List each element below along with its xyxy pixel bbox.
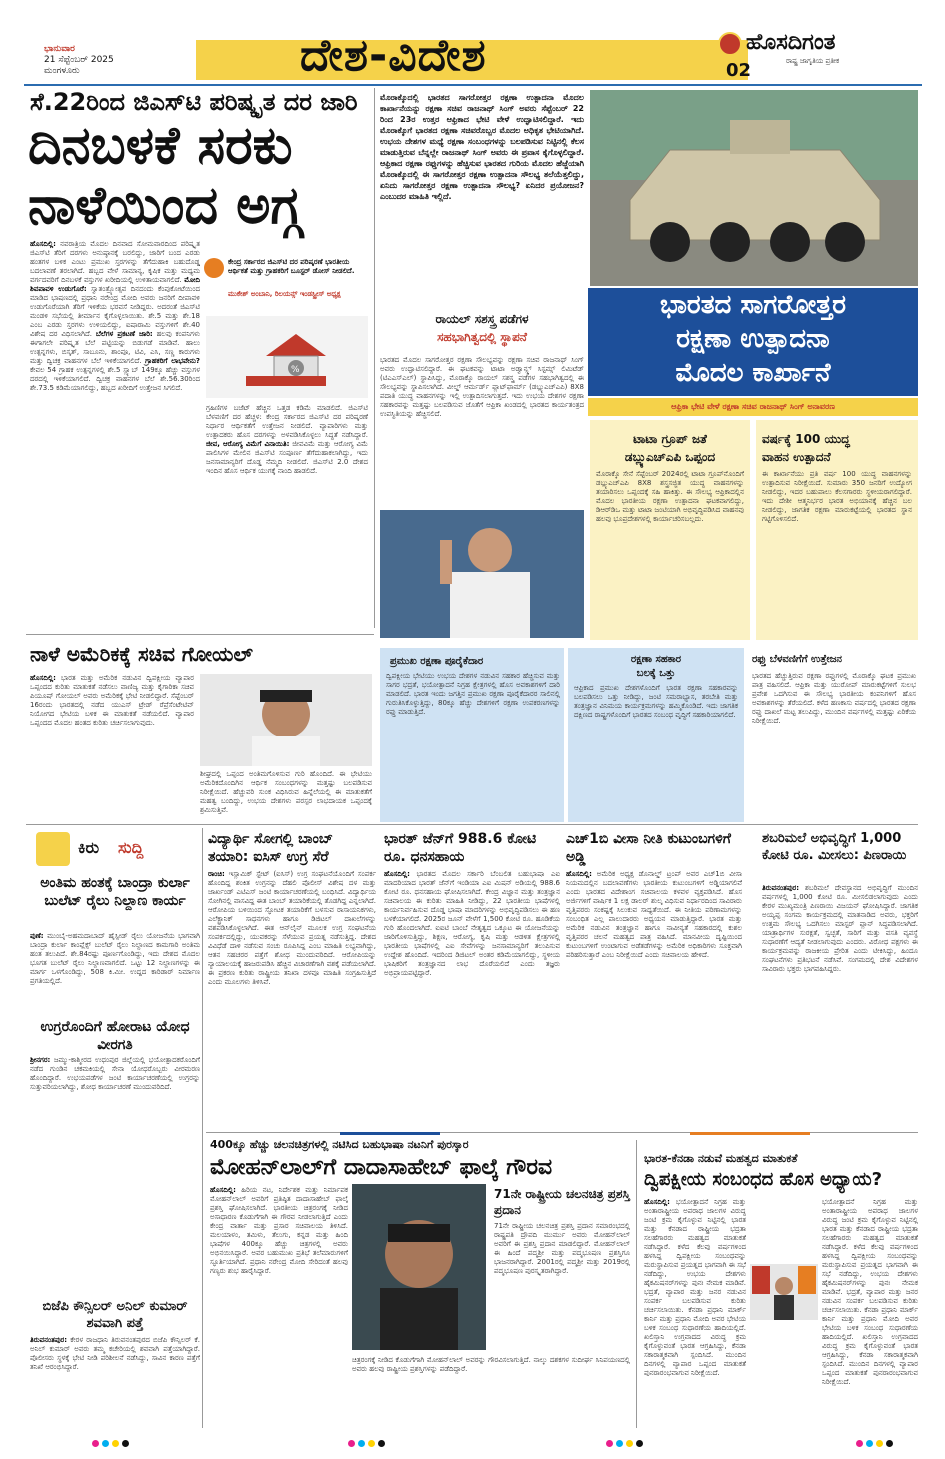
mohanlal-kicker: 400ಕ್ಕೂ ಹೆಚ್ಚು ಚಲನಚಿತ್ರಗಳಲ್ಲಿ ನಟಿಸಿದ ಬಹುಭಾಷಾ ನಟನಿಗೆ ಪುರಸ್ಕಾರ <box>210 1138 469 1151</box>
brand-tagline: ರಾಷ್ಟ್ರ ಜಾಗೃತಿಯ ಪ್ರತೀಕ <box>786 57 840 65</box>
goyal-top-rule <box>26 634 374 635</box>
war-hd-1: ವರ್ಷಕ್ಕೆ 100 ಯುದ್ಧ <box>762 432 850 446</box>
kiru-body-1 <box>30 932 200 1014</box>
kiru-dl-3: ತಿರುವನಂತಪುರ: <box>30 1336 68 1344</box>
gst-quote-author: ಮುಕೇಶ್ ಅಂಬಾನಿ, ರಿಲಯನ್ಸ್ ಇಂಡಸ್ಟ್ರೀಸ್ ಅಧ್ಯಕ್ಷ <box>228 290 341 298</box>
gst-quote-box <box>204 258 368 314</box>
canada-text: ಭಯೋತ್ಪಾದನೆ ನಿಗ್ರಹ ಮತ್ತು ಅಂತಾರಾಷ್ಟ್ರೀಯ ಅಪರಾಧ ಜಾಲಗಳ ವಿರುದ್ಧ ಜಂಟಿ ಕ್ರಮ ಕೈಗೊಳ್ಳುವ ನಿಟ್ಟಿನಲ್ಲಿ ಭಾರತ ಮತ್ತು ಕೆನಡಾದ ರಾಷ್ಟ್ರೀಯ ಭದ್ರತಾ ಸಲಹೆಗಾರರು ಮಹತ್ವದ ಮಾತುಕತೆ ನಡೆಸಿದ್ದಾರೆ. ಕಳೆದ ಕೆಲವು ವರ್ಷಗಳಿಂದ ಹಳಸಿದ್ದ ದ್ವಿಪಕ್ಷೀಯ ಸಂಬಂಧವನ್ನು ಮರುಸ್ಥಾಪಿಸುವ ಪ್ರಯತ್ನದ ಭಾಗವಾಗಿ ಈ ಸಭೆ ನಡೆದಿದ್ದು, ಉಭಯ ದೇಶಗಳು ಹೈಕಮಿಷನರ್‌ಗಳನ್ನು ಪುನಃ ನೇಮಕ ಮಾಡಿವೆ. ಭದ್ರತೆ, ವ್ಯಾಪಾರ ಮತ್ತು ಜನರ ನಡುವಿನ ಸಂಪರ್ಕ ಬಲಪಡಿಸುವ ಕುರಿತು ಚರ್ಚಿಸಲಾಯಿತು. ಕೆನಡಾ ಪ್ರಧಾನಿ ಮಾರ್ಕ್ ಕಾರ್ನಿ ಮತ್ತು ಪ್ರಧಾನಿ ಮೋದಿ ಅವರ ಭೇಟಿಯ ಬಳಿಕ ಸಂಬಂಧ ಸುಧಾರಣೆಯ ಹಾದಿಯಲ್ಲಿದೆ. ಖಲಿಸ್ತಾನಿ ಉಗ್ರವಾದದ ವಿರುದ್ಧ ಕ್ರಮ ಕೈಗೊಳ್ಳುವಂತೆ ಭಾರತ ಆಗ್ರಹಿಸಿದ್ದು, ಕೆನಡಾ ಸಕಾರಾತ್ಮಕವಾಗಿ ಸ್ಪಂದಿಸಿದೆ. ಮುಂದಿನ ದಿನಗಳಲ್ಲಿ ವ್ಯಾಪಾರ ಒಪ್ಪಂದ ಮಾತುಕತೆ ಪುನರಾರಂಭವಾಗುವ ನಿರೀಕ್ಷೆಯಿದೆ. <box>644 1198 746 1377</box>
section-title: ದೇಶ-ವಿದೇಶ <box>300 30 487 81</box>
gst-kicker: ಸೆ.22ರಿಂದ ಜಿಎಸ್‌ಟಿ ಪರಿಷ್ಕೃತ ದರ ಜಾರಿ <box>30 88 358 116</box>
kiru-dl-2: ಶ್ರೀನಗರ: <box>30 1056 51 1064</box>
gst-body-right <box>206 404 368 620</box>
h1b-headline: ಎಚ್1ಬಿ ವೀಸಾ ನೀತಿ ಕುಟುಂಬಗಳಿಗೆ ಅಡ್ಡಿ <box>566 831 731 865</box>
rs-hd-1: ರಕ್ಷಣಾ ಸಹಕಾರ <box>630 654 682 665</box>
canada-body-right <box>822 1198 918 1426</box>
gst-illustration <box>206 316 368 398</box>
goyal-dateline: ಹೊಸದಿಲ್ಲಿ: <box>30 674 56 682</box>
mohanlal-text: ಹಿರಿಯ ನಟ, ನಿರ್ದೇಶಕ ಮತ್ತು ನಿರ್ಮಾಪಕ ಮೋಹನ್‌ಲಾಲ್ ಅವರಿಗೆ ಪ್ರತಿಷ್ಠಿತ ದಾದಾಸಾಹೇಬ್ ಫಾಲ್ಕೆ ಪ್ರಶಸ್ತಿ ಘೋಷಿಸಲಾಗಿದೆ. ಭಾರತೀಯ ಚಿತ್ರರಂಗಕ್ಕೆ ನೀಡಿದ ಅಸಾಧಾರಣ ಕೊಡುಗೆಗಾಗಿ ಈ ಗೌರವ ನೀಡಲಾಗುತ್ತಿದೆ ಎಂದು ಕೇಂದ್ರ ವಾರ್ತಾ ಮತ್ತು ಪ್ರಸಾರ ಸಚಿವಾಲಯ ತಿಳಿಸಿದೆ. ಮಲಯಾಳಂ, ತಮಿಳು, ತೆಲುಗು, ಕನ್ನಡ ಮತ್ತು ಹಿಂದಿ ಭಾಷೆಗಳ 400ಕ್ಕೂ ಹೆಚ್ಚು ಚಿತ್ರಗಳಲ್ಲಿ ಅವರು ಅಭಿನಯಿಸಿದ್ದಾರೆ. ಅವರ ಬಹುಮುಖ ಪ್ರತಿಭೆ ತಲೆಮಾರುಗಳಿಗೆ ಸ್ಫೂರ್ತಿಯಾಗಿದೆ. ಪ್ರಧಾನಿ ನರೇಂದ್ರ ಮೋದಿ ಸೇರಿದಂತೆ ಹಲವು ಗಣ್ಯರು ಶುಭ ಹಾರೈಸಿದ್ದಾರೆ. <box>210 1186 348 1275</box>
goyal-body-right: ಶೀಘ್ರದಲ್ಲಿ ಒಪ್ಪಂದ ಅಂತಿಮಗೊಳಿಸುವ ಗುರಿ ಹೊಂದಿದೆ. ಈ ಭೇಟಿಯು ಅಮೆರಿಕದೊಂದಿಗಿನ ಆರ್ಥಿಕ ಸಂಬಂಧಗಳನ್ನು ಮತ್ತಷ್ಟು ಬಲಪಡಿಸುವ ನಿರೀಕ್ಷೆಯಿದೆ. ಹೆಚ್ಚುವರಿ ಸುಂಕ ವಿಧಿಸಿರುವ ಹಿನ್ನೆಲೆಯಲ್ಲಿ ಈ ಮಾತುಕತೆಗೆ ಮಹತ್ವ ಬಂದಿದ್ದು, ಉಭಯ ದೇಶಗಳು ಪರಸ್ಪರ ಲಾಭದಾಯಕ ಒಪ್ಪಂದಕ್ಕೆ ಶ್ರಮಿಸುತ್ತಿವೆ. <box>200 770 372 814</box>
kiru-logo <box>30 828 200 870</box>
sabari-body <box>762 884 918 1116</box>
isis-text: ಇಸ್ಲಾಮಿಕ್ ಸ್ಟೇಟ್ (ಐಸಿಸ್) ಉಗ್ರ ಸಂಘಟನೆಯೊಂದಿಗೆ ಸಂಪರ್ಕ ಹೊಂದಿದ್ದ ಶಂಕಿತ ಉಗ್ರನನ್ನು ದೆಹಲಿ ಪೊಲೀಸ್ ವಿಶೇಷ ದಳ ಮತ್ತು ಜಾರ್ಖಂಡ್ ಎಟಿಎಸ್ ಜಂಟಿ ಕಾರ್ಯಾಚರಣೆಯಲ್ಲಿ ಬಂಧಿಸಿದೆ. ವಿದ್ಯಾರ್ಥಿಯ ಸೋಗಿನಲ್ಲಿ ವಾಸವಿದ್ದ ಈತ ಬಾಂಬ್ ತಯಾರಿಕೆಯಲ್ಲಿ ತೊಡಗಿದ್ದ ಎನ್ನಲಾಗಿದೆ. ಆರೋಪಿಯ ಬಳಿಯಿಂದ ಸ್ಫೋಟಕ ತಯಾರಿಕೆಗೆ ಬಳಸುವ ರಾಸಾಯನಿಕಗಳು, ಎಲೆಕ್ಟ್ರಾನಿಕ್ ಸಾಧನಗಳು ಹಾಗೂ ಡಿಜಿಟಲ್ ದಾಖಲೆಗಳನ್ನು ವಶಪಡಿಸಿಕೊಳ್ಳಲಾಗಿದೆ. ಈತ ಆನ್‌ಲೈನ್ ಮೂಲಕ ಉಗ್ರ ಸಂಘಟನೆಯ ಸಂಪರ್ಕದಲ್ಲಿದ್ದು, ಯುವಕರನ್ನು ಸೆಳೆಯುವ ಪ್ರಯತ್ನ ನಡೆಸುತ್ತಿದ್ದ. ದೇಶದ ವಿವಿಧೆಡೆ ದಾಳಿ ನಡೆಸುವ ಸಂಚು ರೂಪಿಸಿದ್ದ ಎಂಬ ಮಾಹಿತಿ ಲಭ್ಯವಾಗಿದ್ದು, ಆತನ ಸಹಚರರ ಪತ್ತೆಗೆ ಶೋಧ ಮುಂದುವರಿದಿದೆ. ಆರೋಪಿಯನ್ನು ನ್ಯಾಯಾಲಯಕ್ಕೆ ಹಾಜರುಪಡಿಸಿ ಹೆಚ್ಚಿನ ವಿಚಾರಣೆಗಾಗಿ ವಶಕ್ಕೆ ಪಡೆಯಲಾಗಿದೆ. ಈ ಪ್ರಕರಣ ಕುರಿತು ರಾಷ್ಟ್ರೀಯ ತನಿಖಾ ದಳವೂ ಮಾಹಿತಿ ಸಂಗ್ರಹಿಸುತ್ತಿದೆ ಎಂದು ಮೂಲಗಳು ತಿಳಿಸಿವೆ. <box>208 870 376 986</box>
lower-rule <box>206 1132 918 1133</box>
masthead-day: ಭಾನುವಾರ <box>44 44 75 54</box>
sabari-dateline: ತಿರುವನಂತಪುರ: <box>762 884 800 892</box>
gst-body-2: ಸ್ವಾತಂತ್ರ್ಯೋತ್ಸವ ದಿನದಂದು ಕೆಂಪುಕೋಟೆಯಿಂದ ಮಾಡಿದ ಭಾಷಣದಲ್ಲಿ ಪ್ರಧಾನಿ ನರೇಂದ್ರ ಮೋದಿ ಅವರು ಜನರಿಗೆ ದೀಪಾವಳಿ ಉಡುಗೊರೆಯಾಗಿ ತೆರಿಗೆ ಇಳಿಕೆಯ ಭರವಸೆ ನೀಡಿದ್ದರು. ಅದರಂತೆ ಜಿಎಸ್‌ಟಿ ಮಂಡಳಿ ಸಭೆಯಲ್ಲಿ ತೀರ್ಮಾನ ಕೈಗೊಳ್ಳಲಾಯಿತು. ಶೇ.5 ಮತ್ತು ಶೇ.18 ಎಂಬ ಎರಡು ಸ್ತರಗಳು ಉಳಿಯಲಿದ್ದು, ಐಷಾರಾಮಿ ವಸ್ತುಗಳಿಗೆ ಶೇ.40 ವಿಶೇಷ ದರ ವಿಧಿಸಲಾಗಿದೆ. <box>30 285 200 338</box>
h1b-body <box>566 870 742 1116</box>
canada-dateline: ಹೊಸದಿಲ್ಲಿ: <box>644 1198 670 1206</box>
mid-rule <box>26 824 918 825</box>
masthead-date: 21 ಸೆಪ್ಟೆಂಬರ್ 2025 <box>44 55 114 65</box>
mohanlal-photo <box>352 1184 486 1350</box>
war-box <box>756 420 918 640</box>
masthead-date-block <box>44 44 164 77</box>
defence-banner <box>588 288 918 396</box>
hand-icon <box>36 832 70 866</box>
tata-body: ಮೊರಾಕ್ಕೊ ಸೇನೆ ಸೆಪ್ಟೆಂಬರ್ 2024ರಲ್ಲಿ ಟಾಟಾ ಗ್ರೂಪ್‌ನೊಂದಿಗೆ ಡಬ್ಲ್ಯುಎಚ್‌ಎಪಿ 8X8 ಶಸ್ತ್ರಸಜ್ಜಿತ ಯುದ್ಧ ವಾಹನಗಳನ್ನು ತಯಾರಿಸಲು ಒಪ್ಪಂದಕ್ಕೆ ಸಹಿ ಹಾಕಿತ್ತು. ಈ ಸೌಲಭ್ಯ ಆಫ್ರಿಕಾದಲ್ಲಿನ ಮೊದಲ ಭಾರತೀಯ ರಕ್ಷಣಾ ಉತ್ಪಾದನಾ ಘಟಕವಾಗಲಿದ್ದು, ಡಿಆರ್‌ಡಿಒ ಮತ್ತು ಟಾಟಾ ಜಂಟಿಯಾಗಿ ಅಭಿವೃದ್ಧಿಪಡಿಸಿದ ವಾಹನವು ಹಲವು ಭೂಪ್ರದೇಶಗಳಲ್ಲಿ ಕಾರ್ಯಾಚರಿಸಬಲ್ಲದು. <box>596 470 744 523</box>
pp-hd: ಪ್ರಮುಖ ರಕ್ಷಣಾ ಪೂರೈಕೆದಾರ <box>390 656 484 667</box>
bharat-headline: ಭಾರತ್ ಜೆನ್‌ಗೆ 988.6 ಕೋಟಿ ರೂ. ಧನಸಹಾಯ <box>384 831 537 865</box>
kiru-logo-b: ಸುದ್ದಿ <box>118 838 144 857</box>
kiru-hd-3: ಬಿಜೆಪಿ ಕೌನ್ಸಿಲರ್ ಅನಿಲ್ ಕುಮಾರ್ ಶವವಾಗಿ ಪತ್ತೆ <box>42 1299 188 1331</box>
h1b-text: ಅಮೆರಿಕ ಅಧ್ಯಕ್ಷ ಡೊನಾಲ್ಡ್ ಟ್ರಂಪ್ ಅವರ ಎಚ್1ಬಿ ವೀಸಾ ನಿಯಮದಲ್ಲಿನ ಬದಲಾವಣೆಗಳು ಭಾರತೀಯ ಕುಟುಂಬಗಳಿಗೆ ಅಡ್ಡಿಯಾಗಲಿವೆ ಎಂದು ಭಾರತದ ವಿದೇಶಾಂಗ ಸಚಿವಾಲಯ ಕಳವಳ ವ್ಯಕ್ತಪಡಿಸಿದೆ. ಹೊಸ ಅರ್ಜಿಗಳಿಗೆ ವಾರ್ಷಿಕ 1 ಲಕ್ಷ ಡಾಲರ್ ಶುಲ್ಕ ವಿಧಿಸುವ ನಿರ್ಧಾರದಿಂದ ಸಾವಿರಾರು ವೃತ್ತಿಪರರು ಸಂಕಷ್ಟಕ್ಕೆ ಸಿಲುಕುವ ಸಾಧ್ಯತೆಯಿದೆ. ಈ ನೀತಿಯ ಪರಿಣಾಮಗಳನ್ನು ಸಂಬಂಧಿತ ಎಲ್ಲ ಪಾಲುದಾರರು ಅಧ್ಯಯನ ಮಾಡುತ್ತಿದ್ದಾರೆ. ಭಾರತ ಮತ್ತು ಅಮೆರಿಕ ನಡುವಿನ ತಂತ್ರಜ್ಞಾನ ಹಾಗೂ ನಾವೀನ್ಯತೆ ಸಹಕಾರದಲ್ಲಿ ಕುಶಲ ವೃತ್ತಿಪರರ ಚಲನೆ ಮಹತ್ವದ ಪಾತ್ರ ವಹಿಸಿದೆ. ಮಾನವೀಯ ದೃಷ್ಟಿಯಿಂದ ಕುಟುಂಬಗಳಿಗೆ ಉಂಟಾಗುವ ಅಡೆತಡೆಗಳನ್ನು ಅಮೆರಿಕ ಅಧಿಕಾರಿಗಳು ಸೂಕ್ತವಾಗಿ ಪರಿಹರಿಸುತ್ತಾರೆ ಎಂಬ ನಿರೀಕ್ಷೆಯಿದೆ ಎಂದು ಸಚಿವಾಲಯ ಹೇಳಿದೆ. <box>566 870 742 959</box>
kiru-body-2 <box>30 1056 200 1146</box>
registration-dots-mid <box>606 1440 643 1447</box>
bharat-body <box>384 870 560 1116</box>
quote-mark-icon <box>204 258 224 278</box>
rajnath-photo <box>380 510 584 638</box>
banner-line-2: ರಕ್ಷಣಾ ಉತ್ಪಾದನಾ <box>676 324 830 354</box>
gst-dateline: ಹೊಸದಿಲ್ಲಿ: <box>30 240 56 248</box>
goyal-body-left <box>30 674 194 816</box>
goyal-photo <box>200 674 372 766</box>
armoured-vehicle-photo <box>590 90 918 286</box>
royal-body: ಭಾರತದ ಮೊದಲ ಸಾಗರೋತ್ತರ ರಕ್ಷಣಾ ಸೌಲಭ್ಯವನ್ನು ರಕ್ಷಣಾ ಸಚಿವ ರಾಜನಾಥ್ ಸಿಂಗ್ ಅವರು ಉದ್ಘಾಟಿಸಲಿದ್ದಾರೆ. ಈ ಘಟಕವನ್ನು ಟಾಟಾ ಅಡ್ವಾನ್ಸ್ಡ್ ಸಿಸ್ಟಮ್ಸ್ ಲಿಮಿಟೆಡ್ (ಟಿಎಎಸ್‌ಎಲ್) ಸ್ಥಾಪಿಸಿದ್ದು, ಮೊರಾಕ್ಕೊ ರಾಯಲ್ ಸಶಸ್ತ್ರ ಪಡೆಗಳ ಸಹಭಾಗಿತ್ವದಲ್ಲಿ ಈ ಸೌಲಭ್ಯವನ್ನು ಸ್ಥಾಪಿಸಲಾಗಿದೆ. ವೀಲ್ಡ್ ಆರ್ಮರ್ಡ್ ಪ್ಲಾಟ್‌ಫಾರ್ಮ್ (ಡಬ್ಲ್ಯುಎಚ್‌ಎಪಿ) 8X8 ಪದಾತಿ ಯುದ್ಧ ವಾಹನಗಳನ್ನು ಇಲ್ಲಿ ಉತ್ಪಾದಿಸಲಾಗುತ್ತದೆ. ಇದು ಉಭಯ ದೇಶಗಳ ರಕ್ಷಣಾ ಸಹಕಾರವನ್ನು ಮತ್ತಷ್ಟು ಬಲಪಡಿಸುವ ಜೊತೆಗೆ ಆಫ್ರಿಕಾ ಖಂಡದಲ್ಲಿ ಭಾರತದ ಕಾರ್ಯತಂತ್ರದ ಉಪಸ್ಥಿತಿಯನ್ನು ಹೆಚ್ಚಿಸಲಿದೆ. <box>380 356 584 418</box>
rs-body: ಆಫ್ರಿಕಾದ ಪ್ರಮುಖ ದೇಶಗಳೊಂದಿಗೆ ಭಾರತ ರಕ್ಷಣಾ ಸಹಕಾರವನ್ನು ಬಲಪಡಿಸಲು ಒತ್ತು ನೀಡಿದ್ದು, ಜಂಟಿ ಸಮರಾಭ್ಯಾಸ, ತರಬೇತಿ ಮತ್ತು ತಂತ್ರಜ್ಞಾನ ವಿನಿಮಯ ಕಾರ್ಯಕ್ರಮಗಳನ್ನು ಹಮ್ಮಿಕೊಂಡಿದೆ. ಇದು ಜಾಗತಿಕ ದಕ್ಷಿಣದ ರಾಷ್ಟ್ರಗಳೊಂದಿಗೆ ಭಾರತದ ಸಂಬಂಧ ವೃದ್ಧಿಗೆ ಸಹಕಾರಿಯಾಗಲಿದೆ. <box>574 684 738 719</box>
kiru-hd-2: ಉಗ್ರರೊಂದಿಗೆ ಹೋರಾಟ ಯೋಧ ವೀರಗತಿ <box>40 1019 190 1053</box>
kiru-text-3: ಕೇರಳ ರಾಜಧಾನಿ ತಿರುವನಂತಪುರದ ಬಿಜೆಪಿ ಕೌನ್ಸಿಲರ್ ಕೆ. ಅನಿಲ್ ಕುಮಾರ್ ಅವರು ತಮ್ಮ ಕಚೇರಿಯಲ್ಲಿ ಶವವಾಗಿ ಪತ್ತೆಯಾಗಿದ್ದಾರೆ. ಪೊಲೀಸರು ಸ್ಥಳಕ್ಕೆ ಭೇಟಿ ನೀಡಿ ಪರಿಶೀಲನೆ ನಡೆಸಿದ್ದು, ಸಾವಿನ ಕಾರಣ ಪತ್ತೆಗೆ ತನಿಖೆ ಆರಂಭಿಸಿದ್ದಾರೆ. <box>30 1336 200 1371</box>
gst-headline-2: ನಾಳೆಯಿಂದ ಅಗ್ಗ <box>28 176 302 236</box>
defence-lead <box>380 92 584 308</box>
goyal-body-1: ಭಾರತ ಮತ್ತು ಅಮೆರಿಕ ನಡುವಿನ ದ್ವಿಪಕ್ಷೀಯ ವ್ಯಾಪಾರ ಒಪ್ಪಂದದ ಕುರಿತು ಮಾತುಕತೆ ನಡೆಸಲು ವಾಣಿಜ್ಯ ಮತ್ತು ಕೈಗಾರಿಕಾ ಸಚಿವ ಪಿಯೂಷ್ ಗೋಯಲ್ ಅವರು ಅಮೆರಿಕಕ್ಕೆ ಭೇಟಿ ನೀಡಲಿದ್ದಾರೆ. ಸೆಪ್ಟೆಂಬರ್ 16ರಂದು ಭಾರತದಲ್ಲಿ ನಡೆದ ಯುಎಸ್ ಟ್ರೇಡ್ ರೆಪ್ರೆಸೆಂಟೇಟಿವ್ ನಿಯೋಗದ ಭೇಟಿಯ ಬಳಿಕ ಈ ಮಾತುಕತೆ ನಡೆಯಲಿದೆ. ವ್ಯಾಪಾರ ಒಪ್ಪಂದದ ಮೊದಲ ಹಂತದ ಕುರಿತು ಚರ್ಚಿಸಲಾಗುವುದು. <box>30 674 194 727</box>
canada-kicker: ಭಾರತ-ಕೆನಡಾ ನಡುವೆ ಮಹತ್ವದ ಮಾತುಕತೆ <box>644 1152 798 1165</box>
rb-box <box>748 648 918 822</box>
h1b-dateline: ಹೊಸದಿಲ್ಲಿ: <box>566 870 592 878</box>
isis-body <box>208 870 376 1116</box>
rs-hd-2: ಬಲಕ್ಕೆ ಒತ್ತು <box>636 668 676 679</box>
gst-headline-1: ದಿನಬಳಕೆ ಸರಕು <box>28 116 293 176</box>
pp-body: ದ್ವಿಪಕ್ಷೀಯ ಭೇಟಿಯು ಉಭಯ ದೇಶಗಳ ನಡುವಿನ ಸಹಕಾರ ಹೆಚ್ಚಿಸುವ ಮತ್ತು ಸಾಗರ ಭದ್ರತೆ, ಭಯೋತ್ಪಾದನೆ ನಿಗ್ರಹ ಕ್ಷೇತ್ರಗಳಲ್ಲಿ ಹೊಸ ಅವಕಾಶಗಳಿಗೆ ದಾರಿ ಮಾಡಲಿದೆ. ಭಾರತ ಇಂದು ಜಗತ್ತಿನ ಪ್ರಮುಖ ರಕ್ಷಣಾ ಪೂರೈಕೆದಾರರ ಸಾಲಿನಲ್ಲಿ ಗುರುತಿಸಿಕೊಳ್ಳುತ್ತಿದ್ದು, 80ಕ್ಕೂ ಹೆಚ್ಚು ದೇಶಗಳಿಗೆ ರಕ್ಷಣಾ ಉಪಕರಣಗಳನ್ನು ರಫ್ತು ಮಾಡುತ್ತಿದೆ. <box>386 672 560 716</box>
brand-block <box>716 30 906 81</box>
kiru-hd-1: ಅಂತಿಮ ಹಂತಕ್ಕೆ ಬಾಂದ್ರಾ ಕುರ್ಲಾ ಬುಲೆಟ್ ರೈಲು ನಿಲ್ದಾಣ ಕಾರ್ಯ <box>40 875 190 909</box>
tata-hd-2: ಡಬ್ಲ್ಯುಎಚ್‌ಎಪಿ ಒಪ್ಪಂದ <box>624 450 716 464</box>
canada-body-left <box>644 1198 746 1426</box>
gst-body-3: ಹಲವು ಕಂಪನಿಗಳು ಈಗಾಗಲೇ ಪರಿಷ್ಕೃತ ಬೆಲೆ ಪಟ್ಟಿಯನ್ನು ಬಿಡುಗಡೆ ಮಾಡಿವೆ. ಹಾಲು ಉತ್ಪನ್ನಗಳು, ಬಿಸ್ಕತ್, ಸಾಬೂನು, ಶಾಂಪೂ, ಟಿವಿ, ಎಸಿ, ಸಣ್ಣ ಕಾರುಗಳು ಮತ್ತು ದ್ವಿಚಕ್ರ ವಾಹನಗಳ ಬೆಲೆ ಇಳಿಕೆಯಾಗಲಿದೆ. <box>30 330 200 365</box>
sabari-headline: ಶಬರಿಮಲೆ ಅಭಿವೃದ್ಧಿಗೆ 1,000 ಕೋಟಿ ರೂ. ಮೀಸಲು: ಪಿಣರಾಯಿ <box>762 831 907 863</box>
gst-quote: ಕೇಂದ್ರ ಸರ್ಕಾರದ ಜಿಎಸ್‌ಟಿ ದರ ಪರಿಷ್ಕರಣೆ ಭಾರತೀಯ ಆರ್ಥಿಕತೆ ಮತ್ತು ಗ್ರಾಹಕರಿಗೆ ಬೂಸ್ಟರ್ ಡೋಸ್ ನೀಡಲಿದೆ. <box>228 258 355 275</box>
royal-hd-2: ಸಹಭಾಗಿತ್ವದಲ್ಲಿ ಸ್ಥಾಪನೆ <box>437 330 527 344</box>
mohanlal-award-hd: 71ನೇ ರಾಷ್ಟ್ರೀಯ ಚಲನಚಿತ್ರ ಪ್ರಶಸ್ತಿ ಪ್ರದಾನ <box>494 1187 630 1217</box>
kiru-text-2: ಜಮ್ಮು-ಕಾಶ್ಮೀರದ ಉಧಂಪುರ ಜಿಲ್ಲೆಯಲ್ಲಿ ಭಯೋತ್ಪಾದಕರೊಂದಿಗೆ ನಡೆದ ಗುಂಡಿನ ಚಕಮಕಿಯಲ್ಲಿ ಸೇನಾ ಯೋಧರೊಬ್ಬರು ವೀರಮರಣ ಹೊಂದಿದ್ದಾರೆ. ಉಭಯಪಡೆಗಳ ಜಂಟಿ ಕಾರ್ಯಾಚರಣೆಯಲ್ಲಿ ಉಗ್ರರನ್ನು ಸುತ್ತುವರಿಯಲಾಗಿದ್ದು, ಶೋಧ ಕಾರ್ಯಾಚರಣೆ ಮುಂದುವರಿದಿದೆ. <box>30 1056 200 1091</box>
mohanlal-award-body: 71ನೇ ರಾಷ್ಟ್ರೀಯ ಚಲನಚಿತ್ರ ಪ್ರಶಸ್ತಿ ಪ್ರದಾನ ಸಮಾರಂಭದಲ್ಲಿ ರಾಷ್ಟ್ರಪತಿ ದ್ರೌಪದಿ ಮುರ್ಮು ಅವರು ಮೋಹನ್‌ಲಾಲ್ ಅವರಿಗೆ ಈ ಪ್ರಶಸ್ತಿ ಪ್ರದಾನ ಮಾಡಲಿದ್ದಾರೆ. ಮೋಹನ್‌ಲಾಲ್ ಈ ಹಿಂದೆ ಪದ್ಮಶ್ರೀ ಮತ್ತು ಪದ್ಮಭೂಷಣ ಪ್ರಶಸ್ತಿಗೂ ಭಾಜನರಾಗಿದ್ದಾರೆ. 2001ರಲ್ಲಿ ಪದ್ಮಶ್ರೀ ಮತ್ತು 2019ರಲ್ಲಿ ಪದ್ಮಭೂಷಣ ಪುರಸ್ಕೃತರಾಗಿದ್ದಾರೆ. <box>494 1222 630 1275</box>
isis-dateline: ರಾಂಚಿ: <box>208 870 225 878</box>
goyal-headline: ನಾಳೆ ಅಮೆರಿಕಕ್ಕೆ ಸಚಿವ ಗೋಯಲ್ <box>30 642 253 666</box>
defence-lead-body: ಮೊರಾಕ್ಕೊದಲ್ಲಿ ಭಾರತದ ಸಾಗರೋತ್ತರ ರಕ್ಷಣಾ ಉತ್ಪಾದನಾ ಮೊದಲ ಕಾರ್ಖಾನೆಯನ್ನು ರಕ್ಷಣಾ ಸಚಿವ ರಾಜನಾಥ್ ಸಿಂಗ್ ಅವರು ಸೆಪ್ಟೆಂಬರ್ 22 ರಿಂದ 23ರ ಉತ್ತರ ಆಫ್ರಿಕಾದ ಭೇಟಿ ವೇಳೆ ಉದ್ಘಾಟಿಸಲಿದ್ದಾರೆ. ಇದು ಮೊರಾಕ್ಕೊಗೆ ಭಾರತದ ರಕ್ಷಣಾ ಸಚಿವರೊಬ್ಬರ ಮೊದಲ ಅಧಿಕೃತ ಭೇಟಿಯಾಗಿದೆ. ಉಭಯ ದೇಶಗಳ ಮಧ್ಯೆ ರಕ್ಷಣಾ ಸಂಬಂಧಗಳನ್ನು ಬಲಪಡಿಸುವ ನಿಟ್ಟಿನಲ್ಲಿ ಕೆಲಸ ಮಾಡುತ್ತಿರುವ ಬೆನ್ನಲ್ಲೇ ರಾಜನಾಥ್ ಸಿಂಗ್ ಅವರು ಈ ಪ್ರವಾಸ ಕೈಗೊಳ್ಳಲಿದ್ದಾರೆ. ಆಫ್ರಿಕಾದ ರಕ್ಷಣಾ ರಫ್ತುಗಳನ್ನು ಹೆಚ್ಚಿಸುವ ಭಾರತದ ಗುರಿಯ ಮೊದಲ ಹೆಜ್ಜೆಯಾಗಿ ಮೊರಾಕ್ಕೊದಲ್ಲಿ ಈ ಸಾಗರೋತ್ತರ ರಕ್ಷಣಾ ಉತ್ಪಾದನಾ ಸೌಲಭ್ಯ ತಲೆಯೆತ್ತಲಿದ್ದು, ಏನಿದು ಸಾಗರೋತ್ತರ ರಕ್ಷಣಾ ಉತ್ಪಾದನಾ ಸೌಲಭ್ಯ? ಏನಿದರ ಪ್ರಯೋಜನ? ಎಂಬುದರ ಮಾಹಿತಿ ಇಲ್ಲಿದೆ. <box>380 93 584 201</box>
mohanlal-body <box>210 1186 348 1414</box>
gst-sub-1: ಮೋದಿ ಶಿವಪಾವಳಿ ಉಡುಗೊರೆ: <box>30 276 200 293</box>
bharat-dateline: ಹೊಸದಿಲ್ಲಿ: <box>384 870 410 878</box>
mohanlal-caption: ಚಿತ್ರರಂಗಕ್ಕೆ ನೀಡಿದ ಕೊಡುಗೆಗಾಗಿ ಮೋಹನ್‌ಲಾಲ್ ಅವರನ್ನು ಗೌರವಿಸಲಾಗುತ್ತಿದೆ. ನಾಲ್ಕು ದಶಕಗಳ ಸುದೀರ್ಘ ಸಿನಿಪಯಣದಲ್ಲಿ ಅವರು ಹಲವು ರಾಷ್ಟ್ರೀಯ ಪ್ರಶಸ್ತಿಗಳನ್ನು ಪಡೆದಿದ್ದಾರೆ. <box>352 1356 630 1373</box>
canada-column-rule <box>636 1140 637 1428</box>
tata-box <box>590 420 750 640</box>
kiru-text-1: ಮುಂಬೈ-ಅಹಮದಾಬಾದ್ ಹೈಸ್ಪೀಡ್ ರೈಲು ಯೋಜನೆಯ ಭಾಗವಾಗಿ ಬಾಂದ್ರಾ ಕುರ್ಲಾ ಕಾಂಪ್ಲೆಕ್ಸ್ ಬುಲೆಟ್ ರೈಲು ನಿಲ್ದಾಣದ ಕಾಮಗಾರಿ ಅಂತಿಮ ಹಂತ ತಲುಪಿದೆ. ಶೇ.84ರಷ್ಟು ಪೂರ್ಣಗೊಂಡಿದ್ದು, ಇದು ದೇಶದ ಮೊದಲ ಭೂಗತ ಬುಲೆಟ್ ರೈಲು ನಿಲ್ದಾಣವಾಗಲಿದೆ. ಒಟ್ಟು 12 ನಿಲ್ದಾಣಗಳನ್ನು ಈ ಮಾರ್ಗ ಒಳಗೊಂಡಿದ್ದು, 508 ಕಿ.ಮೀ. ಉದ್ದದ ಕಾರಿಡಾರ್ ನಿರ್ಮಾಣ ಪ್ರಗತಿಯಲ್ಲಿದೆ. <box>30 932 200 985</box>
registration-dots-right <box>856 1440 893 1447</box>
canada-text-2: ಭಯೋತ್ಪಾದನೆ ನಿಗ್ರಹ ಮತ್ತು ಅಂತಾರಾಷ್ಟ್ರೀಯ ಅಪರಾಧ ಜಾಲಗಳ ವಿರುದ್ಧ ಜಂಟಿ ಕ್ರಮ ಕೈಗೊಳ್ಳುವ ನಿಟ್ಟಿನಲ್ಲಿ ಭಾರತ ಮತ್ತು ಕೆನಡಾದ ರಾಷ್ಟ್ರೀಯ ಭದ್ರತಾ ಸಲಹೆಗಾರರು ಮಹತ್ವದ ಮಾತುಕತೆ ನಡೆಸಿದ್ದಾರೆ. ಕಳೆದ ಕೆಲವು ವರ್ಷಗಳಿಂದ ಹಳಸಿದ್ದ ದ್ವಿಪಕ್ಷೀಯ ಸಂಬಂಧವನ್ನು ಮರುಸ್ಥಾಪಿಸುವ ಪ್ರಯತ್ನದ ಭಾಗವಾಗಿ ಈ ಸಭೆ ನಡೆದಿದ್ದು, ಉಭಯ ದೇಶಗಳು ಹೈಕಮಿಷನರ್‌ಗಳನ್ನು ಪುನಃ ನೇಮಕ ಮಾಡಿವೆ. ಭದ್ರತೆ, ವ್ಯಾಪಾರ ಮತ್ತು ಜನರ ನಡುವಿನ ಸಂಪರ್ಕ ಬಲಪಡಿಸುವ ಕುರಿತು ಚರ್ಚಿಸಲಾಯಿತು. ಕೆನಡಾ ಪ್ರಧಾನಿ ಮಾರ್ಕ್ ಕಾರ್ನಿ ಮತ್ತು ಪ್ರಧಾನಿ ಮೋದಿ ಅವರ ಭೇಟಿಯ ಬಳಿಕ ಸಂಬಂಧ ಸುಧಾರಣೆಯ ಹಾದಿಯಲ್ಲಿದೆ. ಖಲಿಸ್ತಾನಿ ಉಗ್ರವಾದದ ವಿರುದ್ಧ ಕ್ರಮ ಕೈಗೊಳ್ಳುವಂತೆ ಭಾರತ ಆಗ್ರಹಿಸಿದ್ದು, ಕೆನಡಾ ಸಕಾರಾತ್ಮಕವಾಗಿ ಸ್ಪಂದಿಸಿದೆ. ಮುಂದಿನ ದಿನಗಳಲ್ಲಿ ವ್ಯಾಪಾರ ಒಪ್ಪಂದ ಮಾತುಕತೆ ಪುನರಾರಂಭವಾಗುವ ನಿರೀಕ್ಷೆಯಿದೆ. <box>822 1198 918 1386</box>
gst-sub-3: ಗ್ರಾಹಕರಿಗೆ ಲಾಭವೇನು? <box>145 357 200 365</box>
banner-sub: ಆಫ್ರಿಕಾ ಭೇಟಿ ವೇಳೆ ರಕ್ಷಣಾ ಸಚಿವ ರಾಜನಾಥ್ ಸಿಂಗ್ ಅನಾವರಣ <box>588 398 918 416</box>
royal-box <box>380 310 584 354</box>
kiru-dl-1: ಪುಣೆ: <box>30 932 44 940</box>
gst-body-5: ಗ್ರಹಿಣಿಗಳ ಬಜೆಟ್ ಹೆಚ್ಚಿನ ಒತ್ತಡ ಕಡಿಮೆ ಮಾಡಲಿದೆ. ಜಿಎಸ್‌ಟಿ ಬೆಳವಣಿಗೆ ದರ ಹೆಚ್ಚಳ: ಕೇಂದ್ರ ಸರ್ಕಾರದ ಜಿಎಸ್‌ಟಿ ದರ ಪರಿಷ್ಕರಣೆ ನಿರ್ಧಾರ ಆರ್ಥಿಕತೆಗೆ ಉತ್ತೇಜನ ನೀಡಲಿದೆ. ವ್ಯಾಪಾರಿಗಳು ಮತ್ತು ಉತ್ಪಾದಕರು ಹೊಸ ದರಗಳನ್ನು ಅಳವಡಿಸಿಕೊಳ್ಳಲು ಸಿದ್ಧತೆ ನಡೆಸಿದ್ದಾರೆ. <box>206 404 368 439</box>
canada-headline: ದ್ವಿಪಕ್ಷೀಯ ಸಂಬಂಧದ ಹೊಸ ಅಧ್ಯಾಯ? <box>644 1169 883 1190</box>
gst-sub-2: ಬೆಲೆಗಳ ಪ್ರಕಟಣೆ ಜಾರಿ: <box>95 330 153 338</box>
gst-body-left <box>30 240 200 620</box>
mohanlal-headline: ಮೋಹನ್‌ಲಾಲ್‌ಗೆ ದಾದಾಸಾಹೇಬ್ ಫಾಲ್ಕೆ ಗೌರವ <box>210 1155 553 1180</box>
registration-dots-center <box>348 1440 385 1447</box>
banner-line-3: ಮೊದಲ ಕಾರ್ಖಾನೆ <box>675 358 831 388</box>
sabari-text: ಶಬರಿಮಲೆ ದೇವಸ್ಥಾನದ ಅಭಿವೃದ್ಧಿಗೆ ಮುಂದಿನ ವರ್ಷಗಳಲ್ಲಿ 1,000 ಕೋಟಿ ರೂ. ಮೀಸಲಿಡಲಾಗುವುದು ಎಂದು ಕೇರಳ ಮುಖ್ಯಮಂತ್ರಿ ಪಿಣರಾಯಿ ವಿಜಯನ್ ಘೋಷಿಸಿದ್ದಾರೆ. ಜಾಗತಿಕ ಅಯ್ಯಪ್ಪ ಸಂಗಮ ಕಾರ್ಯಕ್ರಮದಲ್ಲಿ ಮಾತನಾಡಿದ ಅವರು, ಭಕ್ತರಿಗೆ ಉತ್ತಮ ಸೌಲಭ್ಯ ಒದಗಿಸಲು ಮಾಸ್ಟರ್ ಪ್ಲಾನ್ ಸಿದ್ಧಪಡಿಸಲಾಗಿದೆ. ಯಾತ್ರಾರ್ಥಿಗಳ ಸುರಕ್ಷತೆ, ಸ್ವಚ್ಛತೆ, ಸಾರಿಗೆ ಮತ್ತು ವಸತಿ ವ್ಯವಸ್ಥೆ ಸುಧಾರಣೆಗೆ ಆದ್ಯತೆ ನೀಡಲಾಗುವುದು ಎಂದರು. ವಿರೋಧ ಪಕ್ಷಗಳು ಈ ಕಾರ್ಯಕ್ರಮವನ್ನು ರಾಜಕೀಯ ಪ್ರೇರಿತ ಎಂದು ಟೀಕಿಸಿದ್ದು, ಹಿಂದೂ ಸಂಘಟನೆಗಳು ಪ್ರತಿಭಟನೆ ನಡೆಸಿವೆ. ಸಂಗಮದಲ್ಲಿ ದೇಶ ವಿದೇಶಗಳ ಸಾವಿರಾರು ಭಕ್ತರು ಭಾಗವಹಿಸಿದ್ದರು. <box>762 884 918 973</box>
war-body: ಈ ಕಾರ್ಖಾನೆಯು ಪ್ರತಿ ವರ್ಷ 100 ಯುದ್ಧ ವಾಹನಗಳನ್ನು ಉತ್ಪಾದಿಸುವ ನಿರೀಕ್ಷೆಯಿದೆ. ಸುಮಾರು 350 ಜನರಿಗೆ ಉದ್ಯೋಗ ನೀಡಲಿದ್ದು, ಇದರ ಬಹುಪಾಲು ಕೆಲಸಗಾರರು ಸ್ಥಳೀಯರಾಗಲಿದ್ದಾರೆ. ಇದು ದೇಶೀ ಆತ್ಮನಿರ್ಭರ ಭಾರತ ಅಭಿಯಾನಕ್ಕೆ ಹೆಚ್ಚಿನ ಬಲ ನೀಡಲಿದ್ದು, ಜಾಗತಿಕ ರಕ್ಷಣಾ ಮಾರುಕಟ್ಟೆಯಲ್ಲಿ ಭಾರತದ ಸ್ಥಾನ ಗಟ್ಟಿಗೊಳಿಸಲಿದೆ. <box>762 470 912 523</box>
war-hd-2: ವಾಹನ ಉತ್ಪಾದನೆ <box>762 450 831 464</box>
gst-body-1: ನವರಾತ್ರಿಯ ಮೊದಲ ದಿನವಾದ ಸೋಮವಾರದಿಂದ ಪರಿಷ್ಕೃತ ಜಿಎಸ್‌ಟಿ ತೆರಿಗೆ ದರಗಳು ಅನುಷ್ಠಾನಕ್ಕೆ ಬರಲಿದ್ದು, ಜಾರಿಗೆ ಬಂದ ಎರಡು ಹಂತಗಳ ಬಳಿಕ ಎಂಟು ಪ್ರಮುಖ ಸ್ತರಗಳನ್ನು ತೆಗೆದುಹಾಕಿ ಬಹುದೊಡ್ಡ ಬದಲಾವಣೆ ತರಲಾಗಿದೆ. ಹಬ್ಬದ ವೇಳೆ ಸಾಮಾನ್ಯ, ಕೃಷಿಕ ಮತ್ತು ಮಧ್ಯಮ ವರ್ಗದವರಿಗೆ ದಿನಬಳಕೆ ವಸ್ತುಗಳ ಖರೀದಿಯಲ್ಲಿ ಉಳಿತಾಯವಾಗಲಿದೆ. <box>30 240 200 284</box>
brand-name: ಹೊಸದಿಗಂತ <box>746 30 836 55</box>
left-column-rule <box>202 828 203 1428</box>
gst-body-6: ಜೀವವಿಮೆ ಮತ್ತು ಆರೋಗ್ಯ ವಿಮೆ ಪಾಲಿಸಿಗಳ ಮೇಲಿನ ಜಿಎಸ್‌ಟಿ ಸಂಪೂರ್ಣ ತೆಗೆದುಹಾಕಲಾಗಿದ್ದು, ಇದು ಜನಸಾಮಾನ್ಯರಿಗೆ ದೊಡ್ಡ ನೆಮ್ಮದಿ ನೀಡಲಿದೆ. ಜಿಎಸ್‌ಟಿ 2.0 ದೇಶದ ಇಂದಿನ ಹೊಸ ಆರ್ಥಿಕ ಯುಗಕ್ಕೆ ನಾಂದಿ ಹಾಡಲಿದೆ. <box>206 440 368 475</box>
rb-hd: ರಫ್ತು ಬೆಳವಣಿಗೆಗೆ ಉತ್ತೇಜನ <box>752 654 842 665</box>
gst-body-4: ಕೇವಲ 54 ಗ್ರಾಹಕ ಉತ್ಪನ್ನಗಳಲ್ಲಿ ಶೇ.5 ಸ್ಲ್ಯಾಬ್ 149ಕ್ಕೂ ಹೆಚ್ಚು ವಸ್ತುಗಳ ದರದಲ್ಲಿ ಇಳಿಕೆಯಾಗಲಿದೆ. ದ್ವಿಚಕ್ರ ವಾಹನಗಳ ಬೆಲೆ ಶೇ.56.30ರಿಂದ ಶೇ.73.5 ಕಡಿಮೆಯಾಗಲಿದ್ದು, ಹಬ್ಬದ ಖರೀದಿಗೆ ಉತ್ತೇಜನ ಸಿಗಲಿದೆ. <box>30 366 200 392</box>
kiru-logo-a: ಕಿರು <box>78 838 100 857</box>
kiru-body-3 <box>30 1336 200 1426</box>
rb-body: ಭಾರತದ ಹೆಚ್ಚುತ್ತಿರುವ ರಕ್ಷಣಾ ರಫ್ತುಗಳಲ್ಲಿ ಮೊರಾಕ್ಕೊ ಘಟಕ ಪ್ರಮುಖ ಪಾತ್ರ ವಹಿಸಲಿದೆ. ಆಫ್ರಿಕಾ ಮತ್ತು ಯುರೋಪ್ ಮಾರುಕಟ್ಟೆಗಳಿಗೆ ಸುಲಭ ಪ್ರವೇಶ ಒದಗಿಸುವ ಈ ಸೌಲಭ್ಯ ಭಾರತೀಯ ಕಂಪನಿಗಳಿಗೆ ಹೊಸ ಅವಕಾಶಗಳನ್ನು ತೆರೆಯಲಿದೆ. ಕಳೆದ ಹಣಕಾಸು ವರ್ಷದಲ್ಲಿ ಭಾರತದ ರಕ್ಷಣಾ ರಫ್ತು ದಾಖಲೆ ಮಟ್ಟ ತಲುಪಿದ್ದು, ಮುಂದಿನ ವರ್ಷಗಳಲ್ಲಿ ಮತ್ತಷ್ಟು ಏರಿಕೆಯ ನಿರೀಕ್ಷೆಯಿದೆ. <box>752 672 916 725</box>
svg-text:%: % <box>291 365 300 375</box>
mohanlal-top-rule <box>340 1132 440 1135</box>
banner-line-1: ಭಾರತದ ಸಾಗರೋತ್ತರ <box>660 290 846 320</box>
isis-headline: ವಿದ್ಯಾರ್ಥಿ ಸೋಗಲ್ಲಿ ಬಾಂಬ್ ತಯಾರಿ: ಐಸಿಸ್ ಉಗ್ರ ಸೆರೆ <box>208 831 333 865</box>
column-rule <box>374 88 375 628</box>
mohanlal-dateline: ಹೊಸದಿಲ್ಲಿ: <box>210 1186 236 1194</box>
registration-dots-left <box>92 1440 129 1447</box>
tata-hd-1: ಟಾಟಾ ಗ್ರೂಪ್ ಜತೆ <box>633 432 707 446</box>
canada-top-rule <box>690 1132 810 1135</box>
page-number: 02 <box>726 60 752 81</box>
rs-box <box>568 648 744 822</box>
pp-box <box>380 648 564 822</box>
canada-photo <box>750 1264 818 1320</box>
royal-hd-1: ರಾಯಲ್ ಸಶಸ್ತ್ರ ಪಡೆಗಳ <box>435 312 529 326</box>
gst-sub-4: ಜೀವ, ಆರೋಗ್ಯ ವಿಮೆಗೆ ವಿನಾಯಿತಿ: <box>206 440 290 448</box>
masthead-rule <box>24 84 922 86</box>
masthead-city: ಮಂಗಳೂರು <box>44 66 80 76</box>
bharat-text: ಭಾರತದ ಮೊದಲ ಸರ್ಕಾರಿ ಬೆಂಬಲಿತ ಬಹುಭಾಷಾ ಎಐ ಮಾದರಿಯಾದ ಭಾರತ್ ಜೆನ್‌ಗೆ ಇಂಡಿಯಾ ಎಐ ಮಿಷನ್ ಅಡಿಯಲ್ಲಿ 988.6 ಕೋಟಿ ರೂ. ಧನಸಹಾಯ ಘೋಷಿಸಲಾಗಿದೆ. ಕೇಂದ್ರ ವಿಜ್ಞಾನ ಮತ್ತು ತಂತ್ರಜ್ಞಾನ ಸಚಿವಾಲಯ ಈ ಕುರಿತು ಮಾಹಿತಿ ನೀಡಿದ್ದು, 22 ಭಾರತೀಯ ಭಾಷೆಗಳಲ್ಲಿ ಕಾರ್ಯನಿರ್ವಹಿಸುವ ದೊಡ್ಡ ಭಾಷಾ ಮಾದರಿಗಳನ್ನು ಅಭಿವೃದ್ಧಿಪಡಿಸಲು ಈ ಹಣ ಬಳಕೆಯಾಗಲಿದೆ. 2025ರ ಜೂನ್ ವೇಳೆಗೆ 1,500 ಕೋಟಿ ರೂ. ಹೂಡಿಕೆಯ ಗುರಿ ಹೊಂದಲಾಗಿದೆ. ಐಐಟಿ ಬಾಂಬೆ ನೇತೃತ್ವದ ಒಕ್ಕೂಟ ಈ ಯೋಜನೆಯನ್ನು ಜಾರಿಗೊಳಿಸುತ್ತಿದ್ದು, ಶಿಕ್ಷಣ, ಆರೋಗ್ಯ, ಕೃಷಿ ಮತ್ತು ಆಡಳಿತ ಕ್ಷೇತ್ರಗಳಲ್ಲಿ ಭಾರತೀಯ ಭಾಷೆಗಳಲ್ಲಿ ಎಐ ಸೇವೆಗಳನ್ನು ಜನಸಾಮಾನ್ಯರಿಗೆ ತಲುಪಿಸುವ ಉದ್ದೇಶ ಹೊಂದಿದೆ. ಇದರಿಂದ ಡಿಜಿಟಲ್ ಅಂತರ ಕಡಿಮೆಯಾಗಲಿದ್ದು, ಸ್ಥಳೀಯ ಭಾಷಿಕರಿಗೆ ತಂತ್ರಜ್ಞಾನದ ಲಾಭ ದೊರೆಯಲಿದೆ ಎಂದು ತಜ್ಞರು ಅಭಿಪ್ರಾಯಪಟ್ಟಿದ್ದಾರೆ. <box>384 870 560 977</box>
brand-logo-icon <box>718 32 742 56</box>
